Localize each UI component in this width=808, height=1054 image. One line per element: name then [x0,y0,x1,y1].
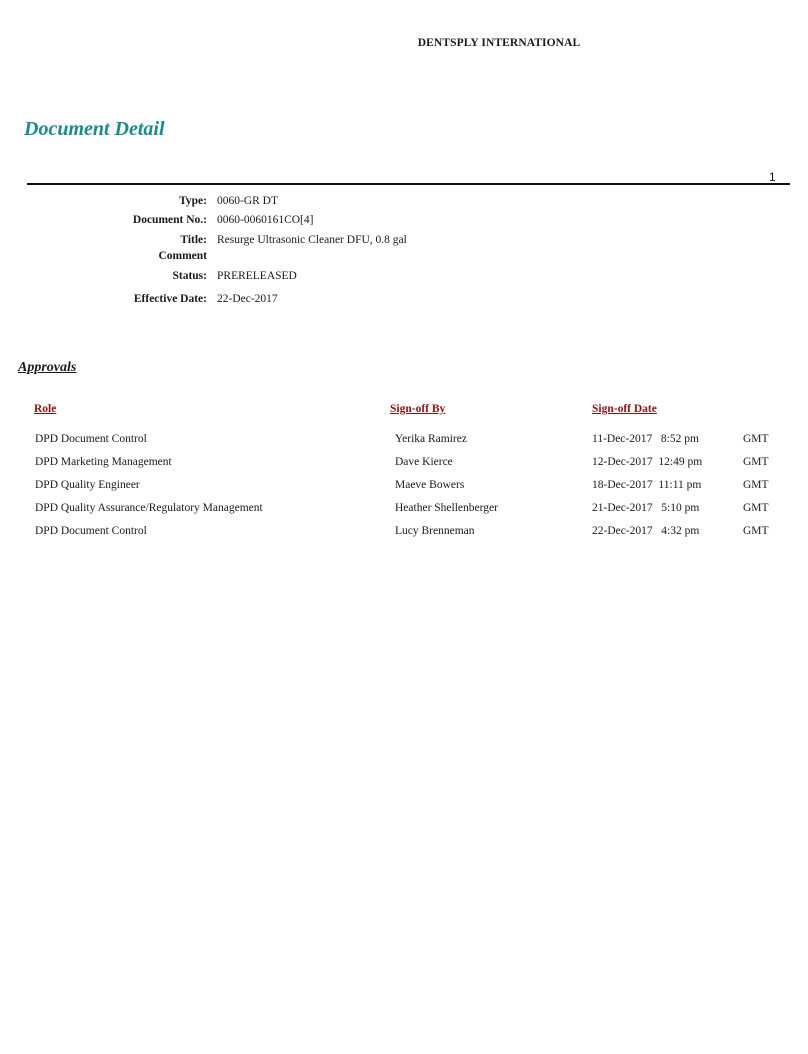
page-title: Document Detail [24,118,165,140]
timezone-cell: GMT [743,433,769,445]
role-cell: DPD Document Control [35,525,147,537]
role-cell: DPD Document Control [35,433,147,445]
table-row [0,525,808,548]
column-header-signoff-by: Sign-off By [390,403,446,415]
document-number-value: 0060-0060161CO[4] [217,214,314,226]
page-number: 1 [769,170,776,184]
table-row [0,456,808,479]
effective-date-value: 22-Dec-2017 [217,293,278,305]
timezone-cell: GMT [743,479,769,491]
timezone-cell: GMT [743,502,769,514]
approvals-heading: Approvals [18,360,77,375]
document-number-label: Document No.: [132,214,207,226]
timezone-cell: GMT [743,456,769,468]
table-row [0,479,808,502]
company-name: DENTSPLY INTERNATIONAL [417,37,581,49]
type-label: Type: [179,195,207,207]
column-header-role: Role [34,403,57,415]
timezone-cell: GMT [743,525,769,537]
signoff-by-cell: Heather Shellenberger [395,502,498,514]
signoff-by-cell: Dave Kierce [395,456,453,468]
signoff-by-cell: Lucy Brenneman [395,525,475,537]
signoff-date-cell: 11-Dec-2017 8:52 pm [592,433,699,445]
status-value: PRERELEASED [217,270,297,282]
table-row [0,433,808,456]
signoff-by-cell: Maeve Bowers [395,479,465,491]
type-value: 0060-GR DT [217,195,279,207]
title-value: Resurge Ultrasonic Cleaner DFU, 0.8 gal [217,234,407,246]
title-label: Title: [180,234,207,246]
signoff-date-cell: 18-Dec-2017 11:11 pm [592,479,702,491]
signoff-date-cell: 12-Dec-2017 12:49 pm [592,456,703,468]
role-cell: DPD Marketing Management [35,456,172,468]
role-cell: DPD Quality Assurance/Regulatory Management [35,502,263,514]
table-row [0,502,808,525]
comment-label: Comment [158,250,207,262]
column-header-signoff-date: Sign-off Date [592,403,657,415]
signoff-date-cell: 22-Dec-2017 4:32 pm [592,525,700,537]
header-divider [27,183,790,185]
approvals-table-body [0,433,808,548]
signoff-by-cell: Yerika Ramirez [395,433,467,445]
effective-date-label: Effective Date: [133,293,207,305]
status-label: Status: [172,270,207,282]
signoff-date-cell: 21-Dec-2017 5:10 pm [592,502,700,514]
role-cell: DPD Quality Engineer [35,479,140,491]
